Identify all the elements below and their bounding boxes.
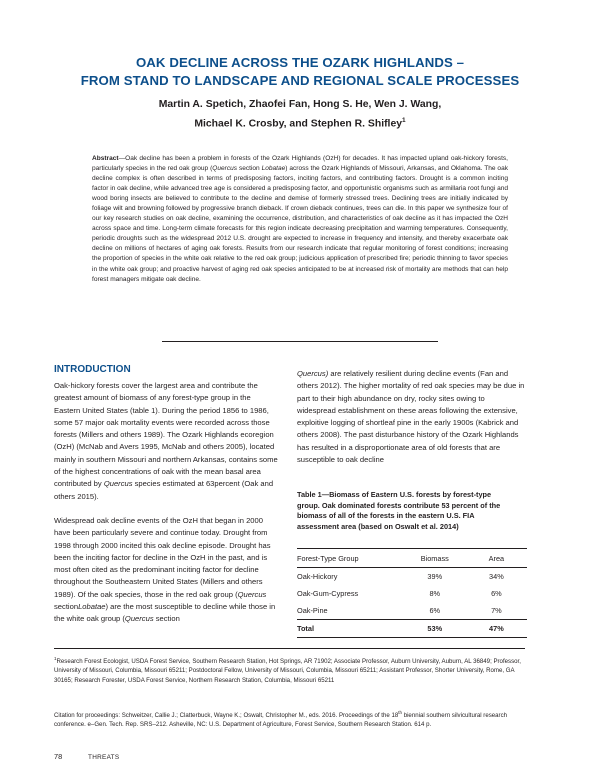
citation (54, 708, 524, 730)
authors-line-1: Martin A. Spetich, Zhaofei Fan, Hong S. He, Wen J. Wang, (158, 99, 442, 110)
intro-p2-text-d: section (153, 614, 180, 624)
abstract-text-a: —Oak decline has been a problem in forests of the Ozark Highlands (OzH) for decades. It has impacted upland oak-hickory forests, particularly species in the red oak group ( (92, 155, 508, 173)
intro-p2-italic-3: Quercus (124, 614, 154, 624)
paper-title (40, 54, 560, 90)
page-footer (54, 752, 119, 763)
table-header-cell: Biomass (420, 553, 449, 563)
abstract-label: Abstract (92, 155, 119, 162)
author-footnote-mark: 1 (402, 117, 406, 124)
left-column (54, 380, 278, 638)
authors-line-2 (40, 113, 560, 132)
abstract-divider (162, 341, 438, 342)
author-list (40, 97, 560, 132)
citation-text-a: Citation for proceedings: Schweitzer, Callie J.; Clatterbuck, Wayne K.; Oswalt, Christopher M., eds. 2016. Proceedings of the 18 (54, 712, 399, 720)
page-number: 78 (54, 752, 63, 761)
abstract-text-c: ) across the Ozark Highlands of Missouri, Arkansas, and Oklahoma. The oak decline complex is often described in terms of predisposing factors, inciting factors, and contributing factors. Drought is a common inciting factor in oak decline, while advanced tree age is considered a predisposing factor, and opportunistic organisms such as armillaria root fungi and wood boring insects are believed to contribute to the decline and demise of formerly stressed trees. Declining trees are initially indicated by foliage wilt and browning followed by progressive branch dieback. If crown dieback continues, trees can die. In this paper we synthesize four of our key research studies on oak decline, examining the occurrence, distribution, and characteristics of oak decline as it has impacted the OzH across space and time. Long-term climate forecasts for this region indicate decreasing precipitation and warming temperatures. Consequently, periodic droughts such as the widespread 2012 U.S. drought are expected to increase in frequency and intensity, and thereby exacerbate oak decline on millions of hectares of aging oak forests. Results from our research indicate that regular monitoring of forest conditions; increasing the proportion of species in the white oak relative to the red oak group; judicious application of prescribed fire; periodic thinning to favor species in the white oak group; and proactive harvest of aging red oak species anticipated to be at increased risk of mortality are methods that can help forest managers mitigate oak decline. (92, 165, 508, 283)
title-line-1: OAK DECLINE ACROSS THE OZARK HIGHLANDS – (135, 55, 465, 70)
abstract (92, 154, 508, 285)
table-row (297, 568, 527, 586)
abstract-italic-b: Lobatae (261, 165, 286, 173)
table-header-cell: Area (488, 553, 505, 563)
table-cell: Oak-Hickory (297, 572, 338, 581)
right-column-text (297, 368, 525, 466)
footnote-divider (54, 648, 525, 649)
citation-sup: th (398, 710, 402, 715)
table-cell: 34% (489, 572, 504, 581)
abstract-italic-a: Quercus (212, 165, 238, 173)
table-cell: 7% (491, 606, 502, 615)
table-cell: 6% (429, 606, 441, 615)
affiliation-footnote (54, 654, 524, 685)
section-label: THREATS (88, 754, 120, 761)
table-cell: Total (297, 624, 314, 633)
intro-p2-text-c: ) are the most susceptible to decline while those in the white oak group ( (54, 602, 276, 624)
footnote-text: Research Forest Ecologist, USDA Forest Service, Southern Research Station, Hot Springs, AR 71902; Associate Professor, Auburn University, Auburn, AL 36849; Professor, University of Missouri, Columbia, Missouri 65211; Postdoctoral Fellow, University of Missouri, Columbia, Missouri 65211; Assistant Professor, Shorter University, Rome, GA 30165; Research Forester, USDA Forest Service, Northern Research Station, Columbia, Missouri 65211 (54, 658, 521, 684)
table-cell: 6% (491, 589, 502, 598)
intro-paragraph-2 (54, 515, 278, 626)
table-cell: 39% (427, 572, 443, 581)
table-header-row (297, 549, 527, 568)
footnote-mark: 1 (54, 656, 57, 661)
intro-p2-text-b: section (54, 602, 79, 612)
intro-paragraph-2-continued (297, 368, 525, 466)
abstract-text-b: section (237, 165, 262, 173)
intro-p1-text-a: Oak-hickory forests cover the largest area and contribute the greatest amount of biomass of any forest-type group in the Eastern United States (table 1). During the period 1856 to 1986, some 57 major oak mortality events were recorded across those forests (Millers and others 1989). The Ozark Highlands ecoregion (OzH) (McNab and Avers 1995, McNab and others 2005), located mainly in southern Missouri and northern Arkansas, contains some of the highest concentrations of oak with the mean basal area contributed by (54, 381, 278, 489)
table-row (297, 585, 527, 602)
table-cell: 8% (429, 589, 441, 598)
title-line-2: FROM STAND TO LANDSCAPE AND REGIONAL SCALE PROCESSES (80, 73, 520, 88)
intro-p2-text-a: Widespread oak decline events of the OzH that began in 2000 have been particularly severe and continue today. Drought from 1998 through 2000 incited this oak decline episode. Drought has been the inciting factor for decline in the OzH in the past, and is most often cited as the predominant inciting factor for decline throughout the Southeastern United States (Millers and others 1989). Of the oak species, those in the red oak group ( (54, 515, 271, 599)
table-cell: 53% (427, 624, 443, 633)
authors-line-2-text: Michael K. Crosby, and Stephen R. Shifley (194, 118, 403, 130)
table-cell: Oak-Pine (297, 606, 328, 615)
table-cell: 47% (489, 624, 504, 633)
table-header-cell: Forest-Type Group (297, 553, 359, 563)
table-total-row (297, 620, 527, 638)
introduction-heading: INTRODUCTION (54, 364, 131, 375)
intro-p1-text-b: species estimated at 63percent (Oak and others 2015). (54, 479, 274, 501)
intro-paragraph-1 (54, 380, 278, 503)
intro-right-text: are relatively resilient during decline events (Fan and others 2012). The higher mortality of red oak species may be due in part to their high abundance on dry, rocky sites owing to widespread establishment on these areas following the extensive, exploitive logging of shortleaf pine in the early 1900s (Kabrick and others 2008). The past disturbance history of the Ozark Highlands has resulted in a disproportionate area of old forests that are susceptible to oak decline (297, 369, 525, 465)
intro-right-italic: Quercus) (297, 369, 329, 378)
table-1-caption: Table 1—Biomass of Eastern U.S. forests by forest-type group. Oak dominated forests contribute 53 percent of the biomass of all of the forests in the eastern U.S. FIA assessment area (based on Oswalt et al. 2014) (297, 490, 501, 531)
table-1 (297, 548, 527, 638)
intro-p2-italic-1: Quercus (237, 589, 267, 599)
table-row (297, 602, 527, 620)
table-cell: Oak-Gum-Cypress (297, 589, 359, 598)
citation-text-b: biennial southern silvicultural research conference. e–Gen. Tech. Rep. SRS–212. Asheville, NC: U.S. Department of Agriculture, Forest Service, Southern Research Station. 614 p. (54, 712, 508, 729)
intro-p2-italic-2: Lobatae (78, 602, 106, 612)
intro-p1-italic: Quercus (103, 479, 133, 489)
